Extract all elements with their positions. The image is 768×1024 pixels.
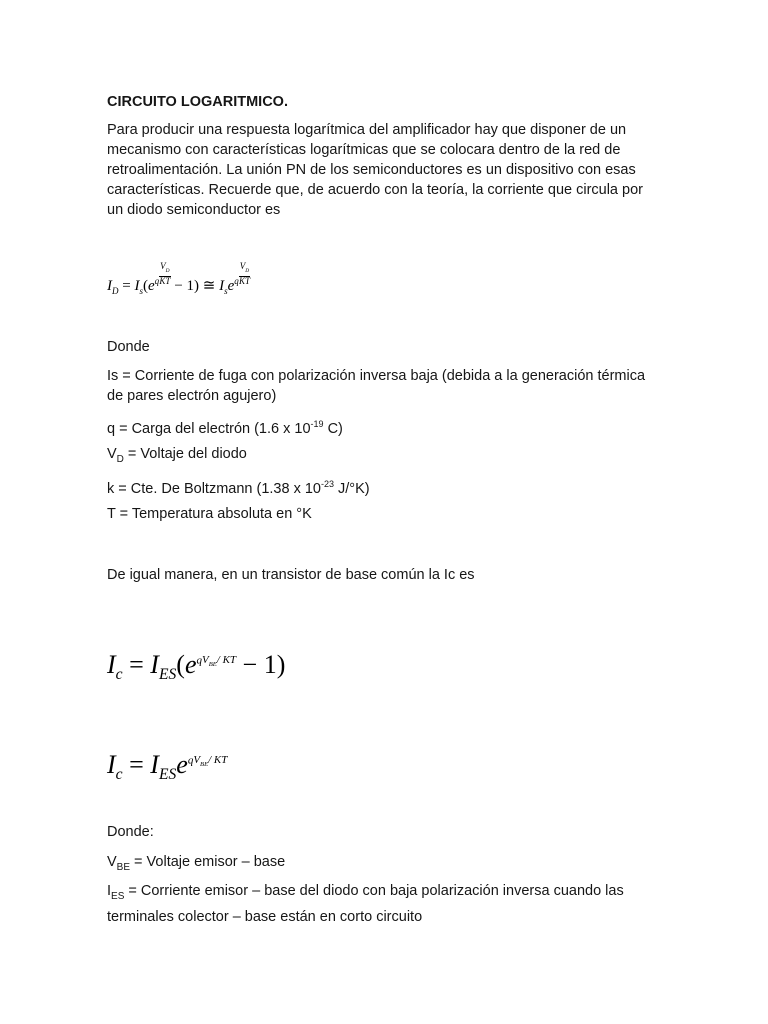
def-q: q = Carga del electrón (1.6 x $10^{-19}$ C) [107,419,343,437]
diode-equation: $I_D = I_s(e^q$ $\frac{V_D}{KT}$ − 1) ≅ $I_se^q$ $\frac{V_D}{KT}$ [107,261,250,296]
donde-label-2: Donde: [107,824,154,840]
intro-paragraph: Para producir una respuesta logarítmica del amplificador hay que disponer de un mecanismo con características logarítmicas que se colocara dentro de la red de retroalimentación. La unión PN de los semiconductores es un dispositivo con esas características. Recuerde que, de acuerdo con la teoría, la corriente que circula por un diodo semiconductor es [107,122,643,218]
eq1-exponent-fraction-2: $\frac{V_D}{KT}$ [238,261,250,286]
eq1-lhs: I [107,277,112,294]
def-ies: $I_{ES}$ = Corriente emisor – base del diodo con baja polarización inversa cuando las terminales colector – base están en corto circuito [107,883,624,925]
transistor-equation-1: $I_c = I_{ES}(e^{qV_{BE}/ KT} - 1)$ [107,650,286,684]
def-vd: $V_D$ = Voltaje del diodo [107,446,247,465]
transistor-equation-2: $I_c = I_{ES}e^{qV_{BE}/ KT}$ [107,750,228,784]
eq1-exponent-fraction: $\frac{V_D}{KT}$ [159,261,171,286]
def-is: Is = Corriente de fuga con polarización inversa baja (debida a la generación térmica de pares electrón agujero) [107,368,646,404]
def-k: k = Cte. De Boltzmann (1.38 x $10^{-23}$ J/°K) [107,479,370,497]
transistor-intro: De igual manera, en un transistor de base común la Ic es [107,567,475,583]
def-vbe: $V_{BE}$ = Voltaje emisor – base [107,854,286,873]
donde-label: Donde [107,339,150,355]
def-t: T = Temperatura absoluta en °K [107,506,312,522]
page-title: CIRCUITO LOGARITMICO. [107,94,288,110]
